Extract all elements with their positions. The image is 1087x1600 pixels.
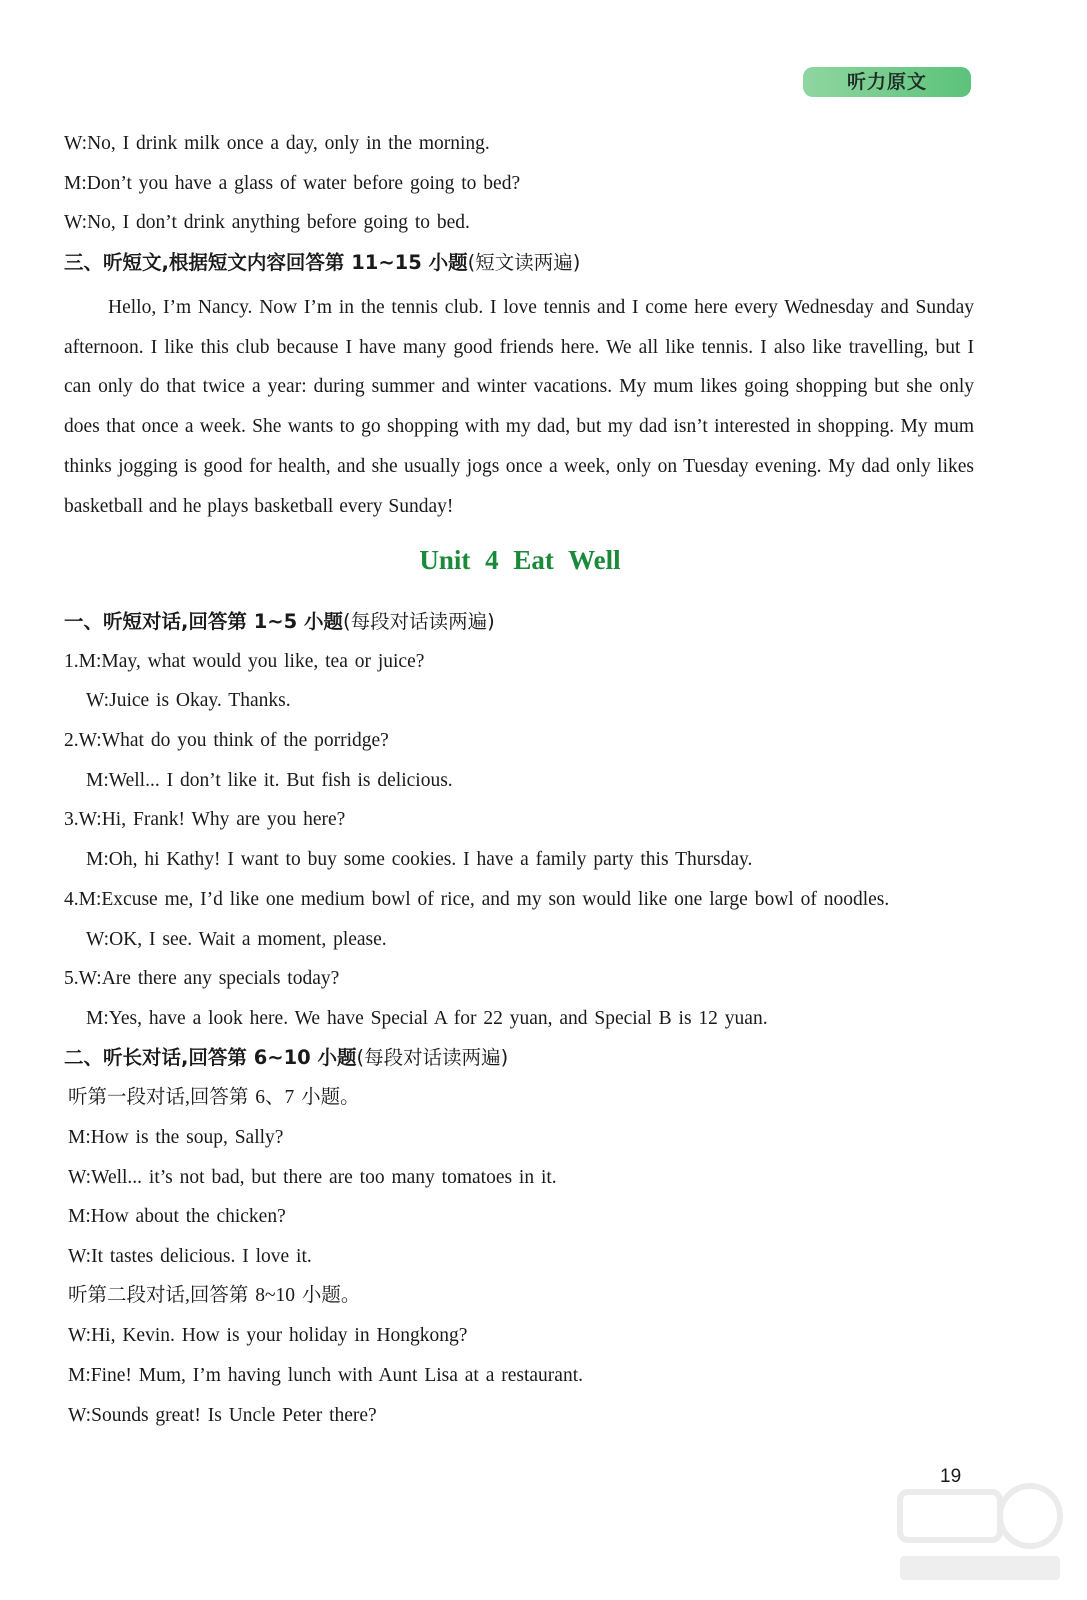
dialogue-line: W:It tastes delicious. I love it. (68, 1246, 312, 1267)
part-2-heading (64, 1046, 508, 1070)
dialogue-question: 2.W:What do you think of the porridge? (64, 730, 389, 751)
part-1-title: 一、听短对话,回答第 1~5 小题 (64, 610, 343, 633)
dialogue-line: W:Sounds great! Is Uncle Peter there? (68, 1405, 377, 1426)
section-3-title: 三、听短文,根据短文内容回答第 11~15 小题 (64, 251, 468, 274)
section-tab-label: 听力原文 (803, 67, 971, 97)
dialogue-line: W:Hi, Kevin. How is your holiday in Hongkong? (68, 1325, 468, 1346)
dialogue-question: 5.W:Are there any specials today? (64, 968, 340, 989)
dialogue-question: 3.W:Hi, Frank! Why are you here? (64, 809, 346, 830)
part-2-title: 二、听长对话,回答第 6~10 小题 (64, 1046, 357, 1069)
dialogue-line: M:Fine! Mum, I’m having lunch with Aunt Lisa at a restaurant. (68, 1365, 583, 1386)
dialogue-line: W:Well... it’s not bad, but there are too many tomatoes in it. (68, 1167, 557, 1188)
dialogue-line: M:How is the soup, Sally? (68, 1127, 284, 1148)
dialogue-answer: M:Yes, have a look here. We have Special A for 22 yuan, and Special B is 12 yuan. (86, 1008, 768, 1029)
page-number: 19 (940, 1466, 962, 1487)
unit-title: Unit 4 Eat Well (419, 545, 621, 575)
dialogue-question: 1.M:May, what would you like, tea or juice? (64, 651, 425, 672)
watermark-logo (890, 1478, 1070, 1588)
dialogue-answer: M:Well... I don’t like it. But fish is delicious. (86, 770, 453, 791)
part-2-note: (每段对话读两遍) (356, 1046, 509, 1069)
dialogue-answer: M:Oh, hi Kathy! I want to buy some cookies. I have a family party this Thursday. (86, 849, 753, 870)
dialogue-line: W:No, I drink milk once a day, only in the morning. (64, 133, 490, 154)
section-3-note: (短文读两遍) (467, 251, 581, 274)
dialogue-answer: W:Juice is Okay. Thanks. (86, 690, 291, 711)
dialogue-question: 4.M:Excuse me, I’d like one medium bowl of rice, and my son would like one large bowl of noodles. (64, 889, 890, 910)
passage-paragraph: Hello, I’m Nancy. Now I’m in the tennis club. I love tennis and I come here every Wednesday and Sunday afternoon. I like this club because I have many good friends here. We all like tennis. I also like travelling, but I can only do that twice a year: during summer and winter vacations. My mum likes going shopping but she only does that once a week. She wants to go shopping with my dad, but my dad isn’t interested in shopping. My mum thinks jogging is good for health, and she usually jogs once a week, only on Tuesday evening. My dad only likes basketball and he plays basketball every Sunday! (64, 297, 974, 517)
dialogue-line: M:How about the chicken? (68, 1206, 286, 1227)
part-1-note: (每段对话读两遍) (342, 610, 495, 633)
section-3-heading (64, 251, 580, 275)
dialogue-line: M:Don’t you have a glass of water before going to bed? (64, 173, 521, 194)
instruction-line: 听第二段对话,回答第 8~10 小题。 (68, 1285, 361, 1306)
instruction-line: 听第一段对话,回答第 6、7 小题。 (68, 1087, 360, 1108)
dialogue-answer: W:OK, I see. Wait a moment, please. (86, 929, 387, 950)
dialogue-line: W:No, I don’t drink anything before going to bed. (64, 212, 470, 233)
part-1-heading (64, 610, 495, 634)
